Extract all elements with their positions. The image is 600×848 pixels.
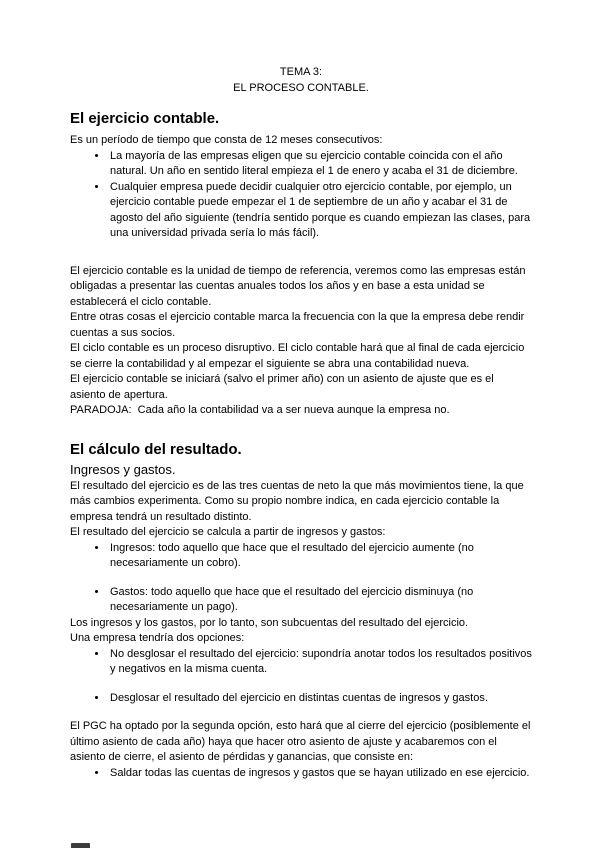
bullet-item: • Gastos: todo aquello que hace que el resultado del ejercicio disminuya (no necesariamente un pago). [108,585,532,616]
bullet-item: • Saldar todas las cuentas de ingresos y gastos que se hayan utilizado en ese ejercicio. [108,766,532,782]
bullet-item: • La mayoría de las empresas eligen que su ejercicio contable coincida con el año natural. Un año en sentido literal empieza el 1 de enero y acaba el 31 de diciembre. [108,149,532,180]
paragraph: El resultado del ejercicio se calcula a partir de ingresos y gastos: [70,526,386,538]
bullet-item: • Ingresos: todo aquello que hace que el resultado del ejercicio aumente (no necesariamente un cobro). [108,541,532,572]
paragraph: El ejercicio contable es la unidad de tiempo de referencia, veremos como las empresas están obligadas a presentar las cuentas anuales todos los años y en base a esta unidad se establecerá el ciclo contable. [70,264,529,308]
bullet-list-ejercicio [70,149,532,242]
paragraph: Entre otras cosas el ejercicio contable marca la frecuencia con la que la empresa debe rendir cuentas a sus socios. [70,311,528,339]
paragraph: El ciclo contable es un proceso disruptivo. El ciclo contable hará que al final de cada ejercicio se cierre la contabilidad y al empezar el siguiente se abra una contabilidad nueva. [70,342,528,370]
bullet-item: • Cualquier empresa puede decidir cualquier otro ejercicio contable, por ejemplo, un ejercicio contable puede empezar el 1 de septiembre de un año y acabar el 31 de agosto del año siguiente (tendría sentido porque es cuando empiezan las clases, para una universidad privada sería lo más fácil). [108,180,532,242]
paragraph: El resultado del ejercicio es de las tres cuentas de neto la que más movimientos tiene, la que más cambios experimenta. Como su propio nombre indica, en cada ejercicio contable la empresa tendrá un resultado distinto. [70,479,527,523]
document-title [70,64,532,96]
paragraph: Los ingresos y los gastos, por lo tanto, son subcuentas del resultado del ejercicio. [70,616,469,629]
subheading-ingresos-y-gastos: Ingresos y gastos. [70,461,176,477]
paragraph: El ejercicio contable se iniciará (salvo el primer año) con un asiento de ajuste que es el asiento de apertura. [70,373,497,401]
heading-el-ejercicio-contable: El ejercicio contable. [70,110,220,127]
bullet-item: • No desglosar el resultado del ejercicio: supondría anotar todos los resultados positivos y negativos en la misma cuenta. [108,647,532,678]
paragraph-pgc: El PGC ha optado por la segunda opción, esto hará que al cierre del ejercicio (posiblemente el último asiento de cada año) haya que hacer otro asiento de ajuste y acabaremos con el asiento de cierre, el asiento de pérdidas y ganancias, que consiste en: [70,720,534,763]
bullet-list-ingresos-gastos [70,541,532,616]
bullet-list-cierre [70,766,532,782]
page-bottom-edge-artifact [71,843,90,848]
doc-title-line-2: EL PROCESO CONTABLE. [233,82,369,94]
bullet-list-opciones [70,647,532,707]
paragraph-paradoja: PARADOJA: Cada año la contabilidad va a ser nueva aunque la empresa no. [70,404,450,416]
paragraph: Una empresa tendría dos opciones: [70,632,245,644]
paragraph-ejercicio-intro: Es un período de tiempo que consta de 12 meses consecutivos: [70,134,383,146]
doc-title-line-1: TEMA 3: [279,66,323,78]
heading-el-calculo-del-resultado: El cálculo del resultado. [70,440,242,458]
bullet-item: • Desglosar el resultado del ejercicio en distintas cuentas de ingresos y gastos. [108,691,532,707]
